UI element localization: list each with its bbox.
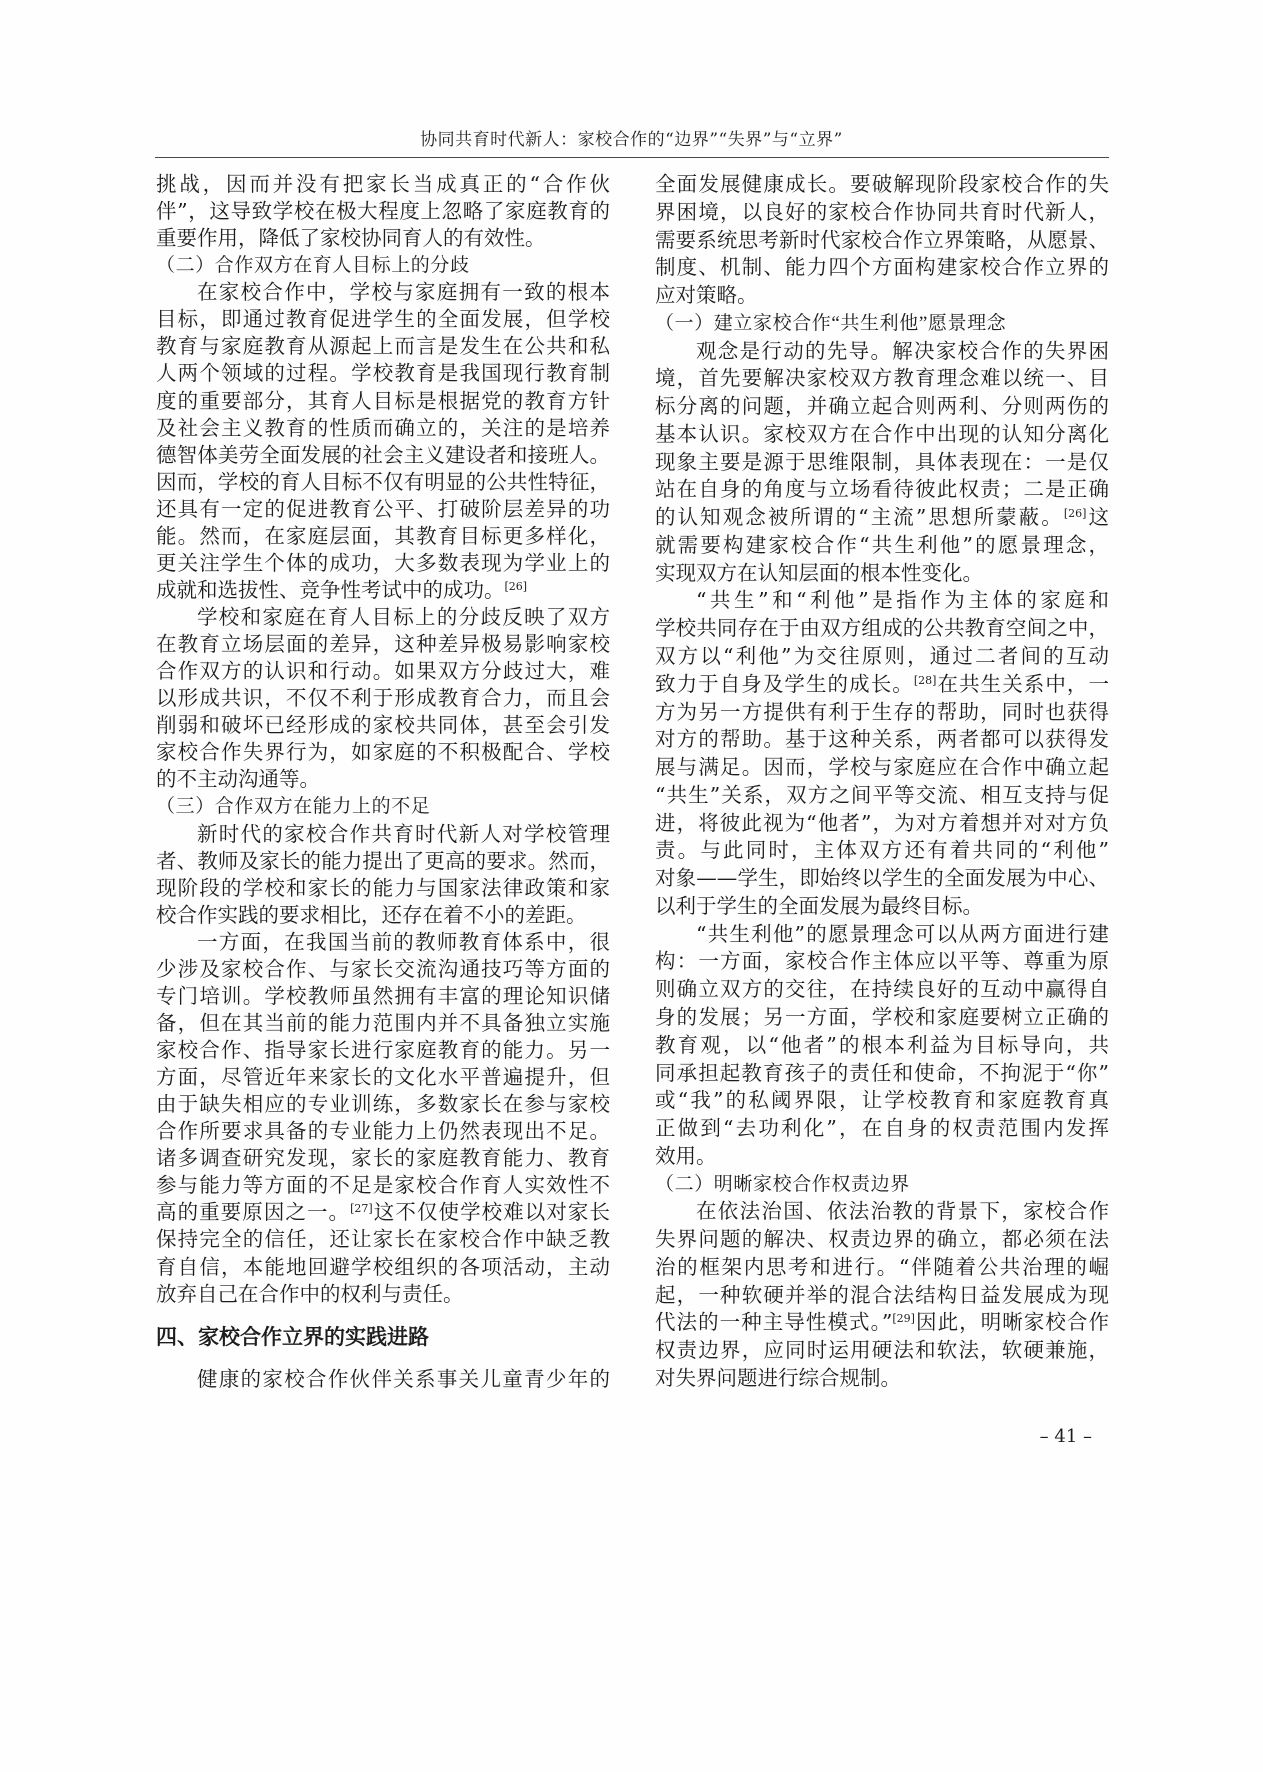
text-line: 正做到“去功利化”，在自身的权责范围内发挥: [655, 1116, 1109, 1141]
running-header: 协同共育时代新人：家校合作的“边界”“失界”与“立界”: [420, 130, 843, 150]
paragraph: [655, 587, 1109, 920]
text-run: 代法的一种主导性模式。”: [655, 1310, 893, 1335]
text-run: 因此，明晰家校合作: [914, 1310, 1109, 1335]
text-line: 制度、机制、能力四个方面构建家校合作立界的: [655, 255, 1109, 280]
text-line: “共生”和“利他”是指作为主体的家庭和: [696, 588, 1109, 613]
paragraph: [156, 171, 610, 252]
text-line: 展与满足。因而，学校与家庭应在合作中确立起: [655, 755, 1109, 780]
text-line: 就需要构建家校合作“共生利他”的愿景理念，: [655, 532, 1109, 557]
paragraph: [156, 604, 610, 793]
text-line: 诸多调查研究发现，家长的家庭教育能力、教育: [156, 1146, 610, 1171]
text-line: 校合作实践的要求相比，还存在着不小的差距。: [156, 902, 587, 927]
text-line: 在家校合作中，学校与家庭拥有一致的根本: [197, 280, 610, 305]
text-line: 学校和家庭在育人目标上的分歧反映了双方: [197, 605, 610, 629]
text-line: 进，将彼此视为“他者”，为对方着想并对对方负: [655, 810, 1109, 835]
text-line: [156, 577, 610, 604]
text-line: 标分离的问题，并确立起合则两利、分则两伤的: [655, 394, 1109, 419]
text-line: 教育与家庭教育从源起上而言是发生在公共和私: [156, 334, 610, 359]
text-line: 在依法治国、依法治教的背景下，家校合作: [696, 1199, 1109, 1224]
paragraph: [655, 1198, 1109, 1392]
citation-marker: [27]: [350, 1202, 373, 1216]
text-run: 高的重要原因之一。: [156, 1200, 351, 1225]
text-line: 全面发展健康成长。要破解现阶段家校合作的失: [655, 172, 1109, 196]
paragraph: [156, 279, 610, 604]
text-run: 的认知观念被所谓的“主流”思想所蒙蔽。: [655, 505, 1064, 530]
text-line: 保持完全的信任，还让家长在家校合作中缺乏教: [156, 1227, 610, 1252]
text-line: 专门培训。学校教师虽然拥有丰富的理论知识储: [156, 983, 610, 1008]
text-line: 伴”，这导致学校在极大程度上忽略了家庭教育的: [156, 199, 610, 224]
text-run: 这: [1086, 505, 1109, 530]
text-run: 在共生关系中，一: [936, 671, 1109, 696]
paragraph: [156, 929, 610, 1308]
text-line: 需要系统思考新时代家校合作立界策略，从愿景、: [655, 227, 1109, 252]
text-line: [655, 504, 1109, 532]
text-line: 在教育立场层面的差异，这种差异极易影响家校: [156, 632, 610, 657]
text-line: 则确立双方的交往，在持续良好的互动中赢得自: [655, 977, 1109, 1002]
text-run: 成就和选拔性、竞争性考试中的成功。: [156, 577, 505, 602]
page-number: – 41 –: [1039, 1426, 1092, 1447]
text-line: 现阶段的学校和家长的能力与国家法律政策和家: [156, 875, 610, 900]
text-line: 的不主动沟通等。: [156, 767, 320, 792]
text-line: 学校共同存在于由双方组成的公共教育空间之中，: [655, 616, 1109, 641]
citation-marker: [29]: [892, 1312, 915, 1326]
text-line: 人两个领域的过程。学校教育是我国现行教育制: [156, 361, 610, 386]
citation-marker: [26]: [1063, 507, 1087, 521]
text-line: 观念是行动的先导。解决家校合作的失界困: [696, 338, 1109, 363]
text-line: 放弃自己在合作中的权利与责任。: [156, 1281, 464, 1306]
text-line: 育自信，本能地回避学校组织的各项活动，主动: [156, 1254, 610, 1279]
text-line: 站在自身的角度与立场看待彼此权责；二是正确: [655, 477, 1109, 502]
paragraph: [655, 171, 1109, 310]
text-line: 合作双方的认识和行动。如果双方分歧过大，难: [156, 659, 610, 684]
text-line: 德智体美劳全面发展的社会主义建设者和接班人。: [156, 442, 610, 467]
text-line: 还具有一定的促进教育公平、打破阶层差异的功: [156, 496, 610, 521]
paragraph: [655, 921, 1109, 1171]
subheading: （三）合作双方在能力上的不足: [156, 796, 431, 818]
text-line: 构：一方面，家校合作主体应以平等、尊重为原: [655, 949, 1109, 974]
text-line: 家校合作、指导家长进行家庭教育的能力。另一: [156, 1038, 610, 1062]
text-line: 因而，学校的育人目标不仅有明显的公共性特征，: [156, 469, 610, 494]
paragraph: [156, 1366, 610, 1393]
text-line: 以形成共识，不仅不利于形成教育合力，而且会: [156, 686, 610, 711]
text-line: 基本认识。家校双方在合作中出现的认知分离化: [655, 421, 1109, 446]
paragraph: [156, 821, 610, 929]
text-line: 家校合作失界行为，如家庭的不积极配合、学校: [156, 740, 610, 765]
text-line: 方面，尽管近年来家长的文化水平普遍提升，但: [156, 1065, 610, 1090]
text-line: 度的重要部分，其育人目标是根据党的教育方针: [156, 388, 610, 413]
text-line: 及社会主义教育的性质而确立的，关注的是培养: [156, 415, 610, 440]
text-line: [655, 1309, 1109, 1337]
text-line: 起，一种软硬并举的混合法结构日益发展成为现: [655, 1282, 1109, 1307]
citation-marker: [28]: [913, 673, 937, 687]
text-line: 应对策略。: [655, 283, 758, 308]
text-line: [156, 1199, 610, 1226]
section-heading: 四、家校合作立界的实践进路: [156, 1324, 429, 1349]
text-line: 备，但在其当前的能力范围内并不具备独立实施: [156, 1010, 610, 1035]
text-line: 能。然而，在家庭层面，其教育目标更多样化，: [156, 523, 610, 548]
text-line: 对失界问题进行综合规制。: [655, 1365, 901, 1390]
text-line: 参与能力等方面的不足是家校合作育人实效性不: [156, 1173, 610, 1198]
text-line: 境，首先要解决家校双方教育理念难以统一、目: [655, 366, 1109, 391]
text-line: 现象主要是源于思维限制，具体表现在：一是仅: [655, 449, 1109, 474]
text-line: 一方面，在我国当前的教师教育体系中，很: [197, 929, 610, 954]
text-line: 目标，即通过教育促进学生的全面发展，但学校: [156, 307, 610, 332]
right-column: [655, 171, 1109, 1393]
text-line: [655, 671, 1109, 699]
text-line: 界困境，以良好的家校合作协同共育时代新人，: [655, 199, 1109, 224]
text-line: 责。与此同时，主体双方还有着共同的“利他”: [655, 838, 1109, 863]
text-line: 效用。: [655, 1143, 717, 1168]
text-line: 以利于学生的全面发展为最终目标。: [655, 893, 983, 918]
subheading: （二）明晰家校合作权责边界: [655, 1173, 910, 1195]
text-line: 教育观，以“他者”的根本利益为目标导向，共: [655, 1032, 1109, 1057]
text-line: 更关注学生个体的成功，大多数表现为学业上的: [156, 550, 610, 575]
text-line: 对方的帮助。基于这种关系，两者都可以获得发: [655, 727, 1109, 752]
text-line: 由于缺失相应的专业训练，多数家长在参与家校: [156, 1092, 610, 1117]
text-line: “共生”关系，双方之间平等交流、相互支持与促: [655, 782, 1109, 807]
header-rule: [155, 157, 1109, 158]
text-line: 者、教师及家长的能力提出了更高的要求。然而，: [156, 848, 610, 873]
text-line: 或“我”的私阈界限，让学校教育和家庭教育真: [655, 1088, 1109, 1113]
citation-marker: [26]: [504, 579, 528, 593]
text-line: 身的发展；另一方面，学校和家庭要树立正确的: [655, 1004, 1109, 1029]
text-line: 新时代的家校合作共育时代新人对学校管理: [197, 821, 610, 846]
subheading: （二）合作双方在育人目标上的分歧: [156, 255, 470, 277]
text-line: 失界问题的解决、权责边界的确立，都必须在法: [655, 1227, 1109, 1252]
text-run: 致力于自身及学生的成长。: [655, 671, 914, 696]
text-line: 同承担起教育孩子的责任和使命，不拘泥于“你”: [655, 1060, 1109, 1085]
text-line: “共生利他”的愿景理念可以从两方面进行建: [696, 921, 1109, 946]
paragraph: [655, 338, 1109, 588]
text-line: 合作所要求具备的专业能力上仍然表现出不足。: [156, 1119, 610, 1144]
text-line: 对象——学生，即始终以学生的全面发展为中心、: [655, 866, 1109, 891]
text-line: 重要作用，降低了家校协同育人的有效性。: [156, 226, 546, 251]
text-run: 这不仅使学校难以对家长: [372, 1200, 610, 1225]
text-line: 双方以“利他”为交往原则，通过二者间的互动: [655, 644, 1109, 669]
text-line: 治的框架内思考和进行。“伴随着公共治理的崛: [655, 1254, 1109, 1279]
text-line: 挑战，因而并没有把家长当成真正的“合作伙: [156, 172, 610, 196]
text-line: 实现双方在认知层面的根本性变化。: [655, 560, 983, 585]
text-line: 方为另一方提供有利于生存的帮助，同时也获得: [655, 699, 1109, 724]
text-line: 权责边界，应同时运用硬法和软法，软硬兼施，: [655, 1338, 1109, 1363]
text-line: 少涉及家校合作、与家长交流沟通技巧等方面的: [156, 956, 610, 981]
left-column: [156, 171, 610, 1393]
text-line: 削弱和破坏已经形成的家校共同体，甚至会引发: [156, 713, 610, 738]
subheading: （一）建立家校合作“共生利他”愿景理念: [655, 312, 1007, 334]
text-line: 健康的家校合作伙伴关系事关儿童青少年的: [197, 1366, 610, 1391]
